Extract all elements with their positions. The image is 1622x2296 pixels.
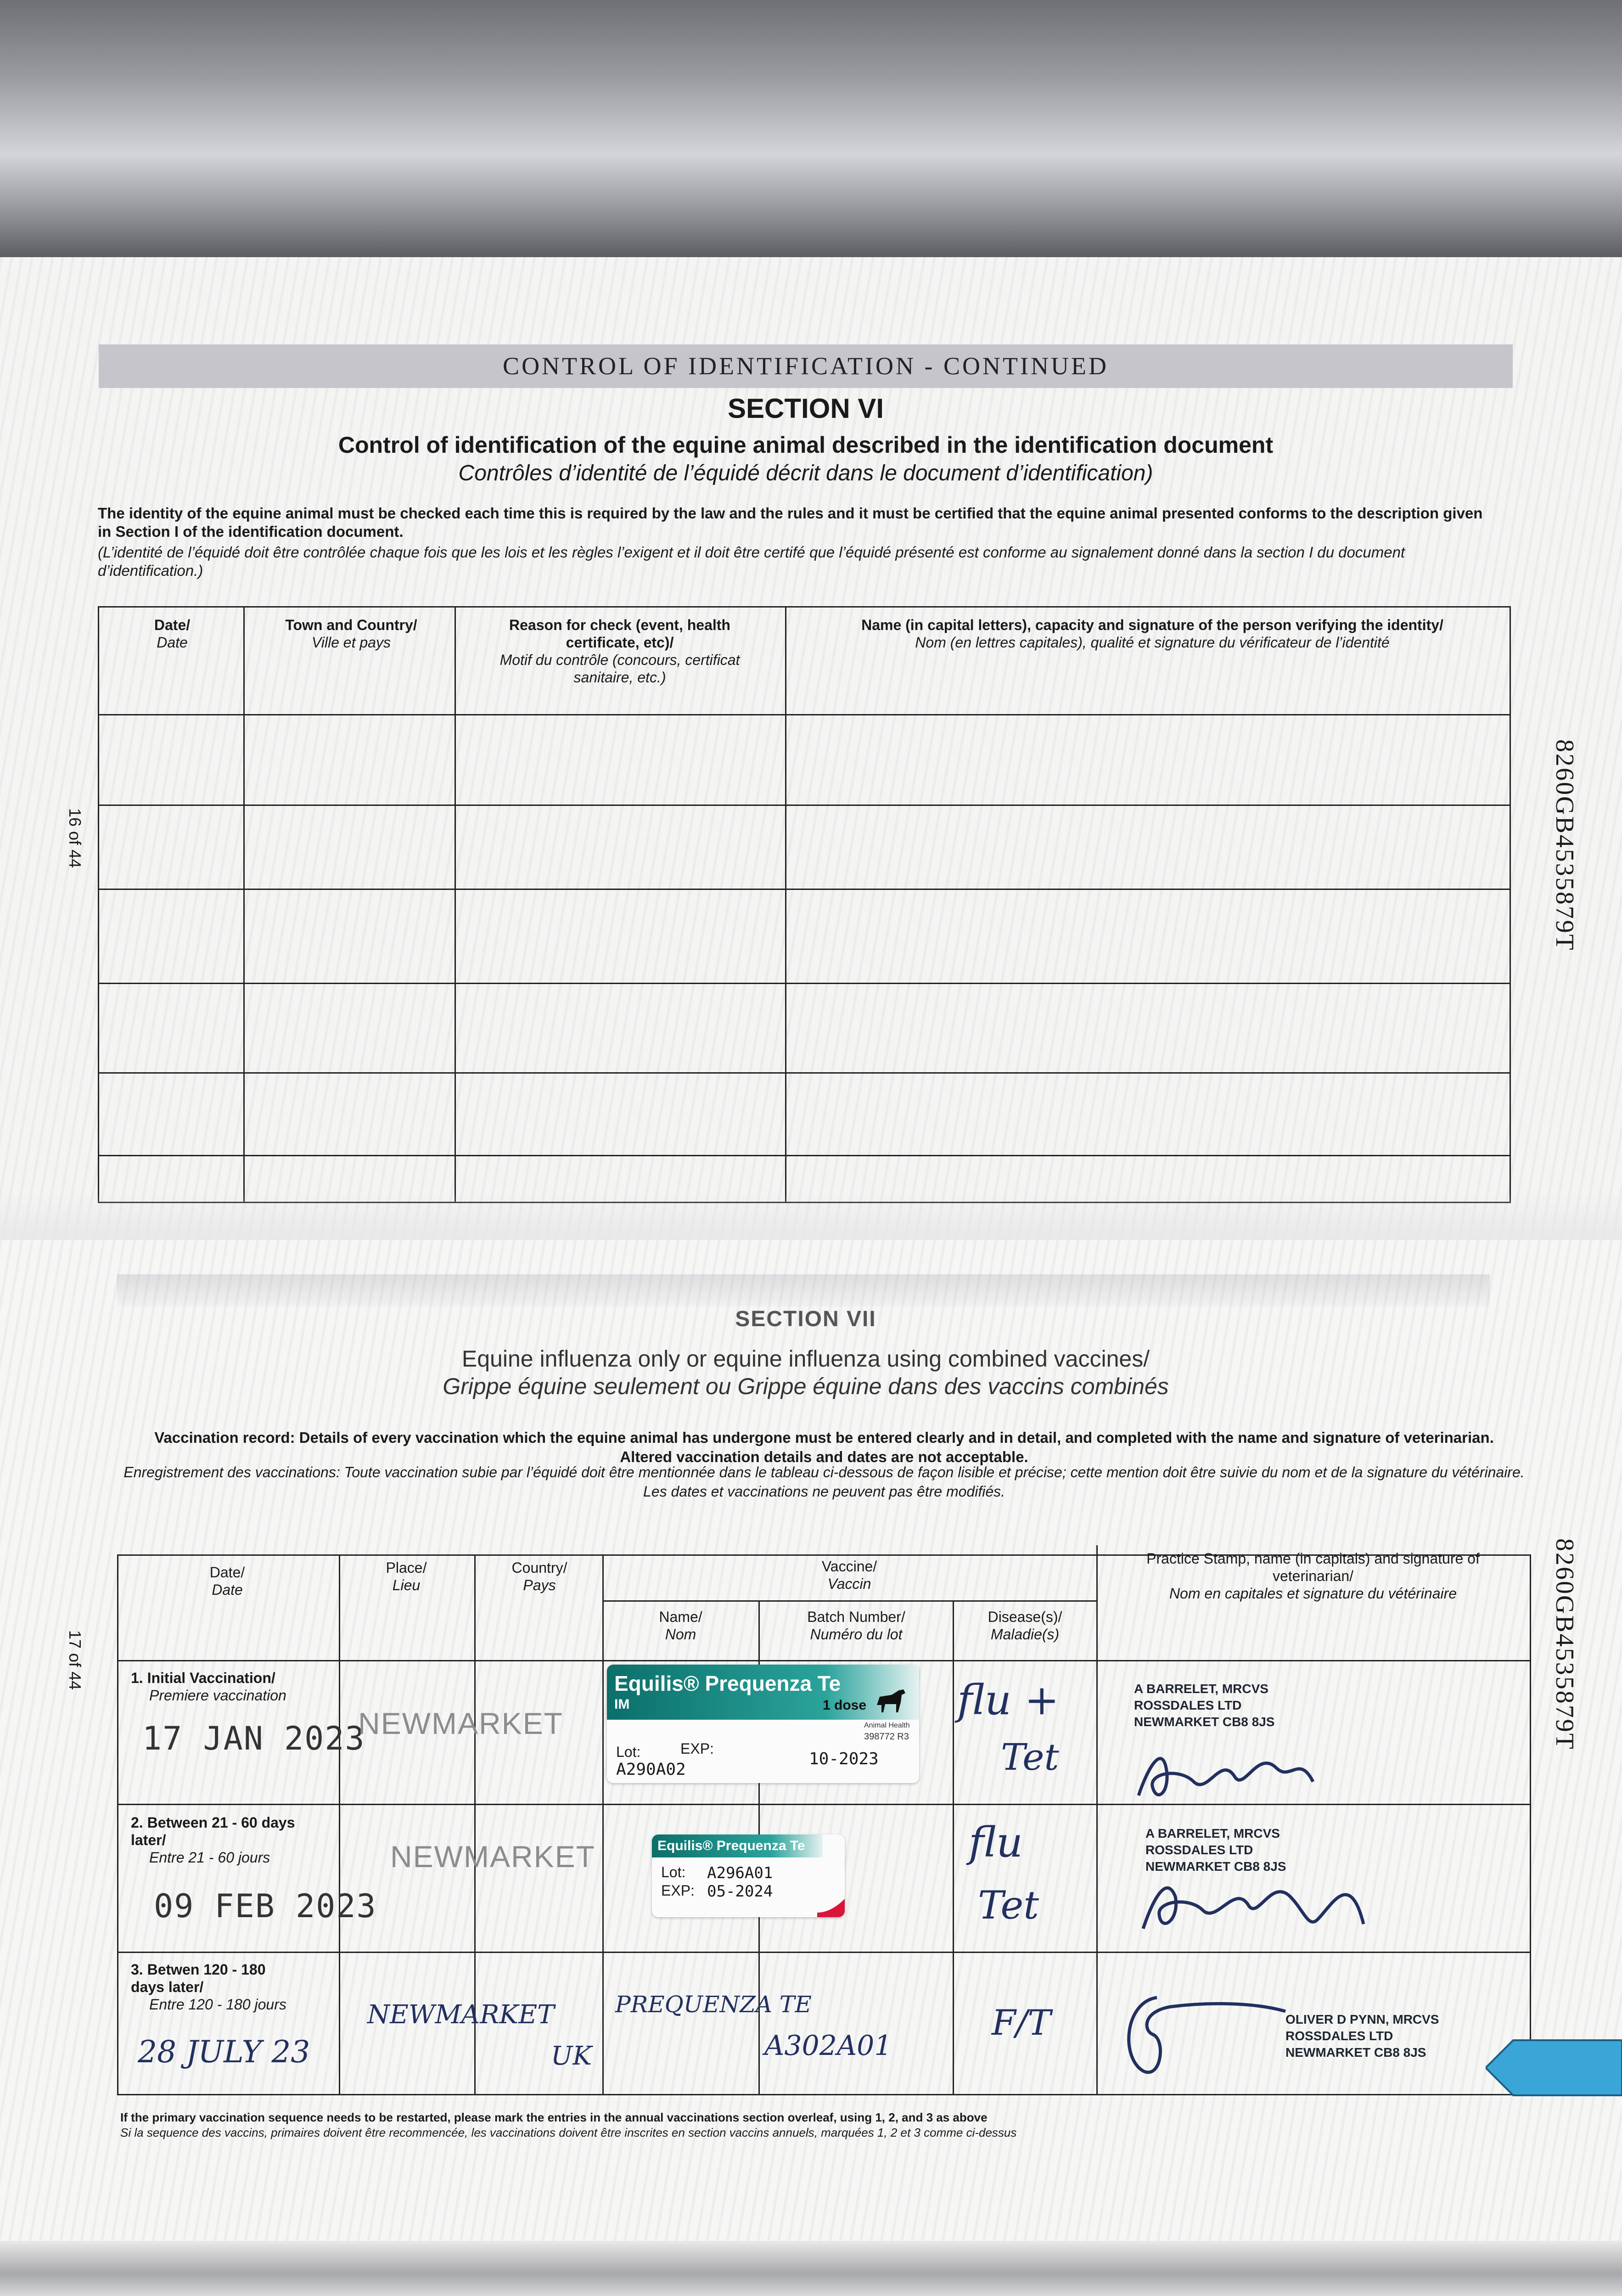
row-divider xyxy=(98,1072,1511,1074)
row3-vaccine-name: PREQUENZA TE xyxy=(615,1991,812,2018)
col-batch-number: Batch Number/ Numéro du lot xyxy=(807,1609,905,1643)
col-place: Place/ Lieu xyxy=(386,1559,427,1593)
vaccination-record-en: Vaccination record: Details of every vaccination which the equine animal has undergone must be entered clearly and in detail, and completed with the name and signature of veterinarian. Altered vaccination details and dates are not acceptable. xyxy=(154,1429,1494,1465)
row1-vet-stamp: A BARRELET, MRCVS ROSSDALES LTD NEWMARKET CB8 8JS xyxy=(1134,1682,1275,1729)
row-divider xyxy=(98,714,1511,715)
row-divider xyxy=(98,805,1511,806)
row3-vet-stamp: OLIVER D PYNN, MRCVS ROSSDALES LTD NEWMARKET CB8 8JS xyxy=(1285,2012,1439,2060)
section-vi-heading-fr: Contrôles d’identité de l’équidé décrit dans le document d’identification) xyxy=(458,461,1153,485)
section-band xyxy=(99,344,1513,388)
row1-label: 1. Initial Vaccination/ Premiere vaccination xyxy=(131,1670,286,1704)
row2-disease-flu: flu xyxy=(969,1818,1023,1867)
band-title: CONTROL OF IDENTIFICATION - CONTINUED xyxy=(503,352,1109,380)
col-divider xyxy=(953,1600,954,2095)
blue-tab-marker xyxy=(1486,2036,1622,2100)
row-divider xyxy=(602,1600,1096,1602)
row1-place-stamp: NEWMARKET xyxy=(358,1706,563,1740)
col-town-country: Town and Country/ Ville et pays xyxy=(285,617,417,651)
section-vii-heading-fr: Grippe équine seulement ou Grippe équine dans des vaccins combinés xyxy=(443,1373,1169,1399)
scan-top-shadow xyxy=(0,0,1622,257)
row3-batch-number: A302A01 xyxy=(764,2030,892,2062)
page-number-16: 16 of 44 xyxy=(66,808,84,868)
row2-vaccine-label: Equilis® Prequenza Te Lot: EXP: A296A01 05-2024 xyxy=(652,1835,845,1917)
col-vaccine-name: Name/ Nom xyxy=(659,1609,702,1643)
row-divider xyxy=(98,1155,1511,1156)
row-divider xyxy=(98,983,1511,984)
identity-check-table xyxy=(98,606,1511,1203)
row1-vaccine-label: Equilis® Prequenza Te IM 1 dose Animal Health 398772 R3 Lot: EXP: A290A02 10-2023 xyxy=(607,1665,919,1783)
document-id-lower: 8260GB4535879T xyxy=(1550,1538,1579,1750)
intro-fr: (L’identité de l’équidé doit être contrôlée chaque fois que les lois et les règles l’exigent et il doit être certifé que l’équidé présenté est conforme au signalement donné dans la section I du document d’identification.) xyxy=(98,544,1405,579)
row3-date: 28 JULY 23 xyxy=(138,2034,310,2070)
row1-date-stamp: 17 JAN 2023 xyxy=(142,1720,365,1757)
col-date: Date/ Date xyxy=(209,1564,245,1598)
row1-disease-tet: Tet xyxy=(1001,1736,1059,1778)
row3-disease: F/T xyxy=(992,2002,1051,2043)
red-corner-mark xyxy=(817,1899,845,1917)
section-vii-title: SECTION VII xyxy=(735,1307,876,1331)
row2-label: 2. Between 21 - 60 days later/ Entre 21 - 60 jours xyxy=(131,1814,295,1866)
row3-signature xyxy=(1116,1984,1290,2085)
row-divider xyxy=(117,1660,1531,1661)
document-id-upper: 8260GB4535879T xyxy=(1550,739,1579,951)
intro-en: The identity of the equine animal must be checked each time this is required by the law and the rules and it must be certified that the equine animal presented conforms to the description given in Section I of the identification document. xyxy=(98,505,1483,540)
col-divider xyxy=(1096,1545,1098,2095)
vaccination-record-fr: Enregistrement des vaccinations: Toute vaccination subie par l’équidé doit être mentionnée dans le tableau ci-dessous de façon lisible et précise; cette mention doit être suivie du nom et de la signature du vétérinaire. Les dates et vaccinations ne peuvent pas être modifiés. xyxy=(123,1464,1525,1500)
row3-country: UK xyxy=(551,2041,592,2071)
col-divider xyxy=(243,606,245,1203)
page-number-17: 17 of 44 xyxy=(66,1630,84,1690)
col-verifier: Name (in capital letters), capacity and signature of the person verifying the identity/ Nom (en lettres capitales), qualité et signature du vérificateur de l’identité xyxy=(861,617,1443,651)
footnote-en: If the primary vaccination sequence needs to be restarted, please mark the entries in the annual vaccinations section overleaf, using 1, 2, and 3 as above xyxy=(120,2110,988,2124)
scan-bottom-edge xyxy=(0,2241,1622,2296)
section-vii-heading-en: Equine influenza only or equine influenza using combined vaccines/ xyxy=(461,1346,1150,1372)
row2-date-stamp: 09 FEB 2023 xyxy=(154,1887,377,1925)
row1-signature xyxy=(1129,1727,1322,1805)
footnote-fr: Si la sequence des vaccins, primaires doivent être recommencée, les vaccinations doivent être inscrites en section vaccins annuels, marquées 1, 2 et 3 comme ci-dessus xyxy=(120,2126,1017,2139)
row2-place-stamp: NEWMARKET xyxy=(390,1840,595,1874)
row-divider xyxy=(117,1952,1531,1953)
col-disease: Disease(s)/ Maladie(s) xyxy=(988,1609,1062,1643)
col-vaccine: Vaccine/ Vaccin xyxy=(821,1558,877,1592)
col-divider xyxy=(602,1554,604,2095)
col-divider xyxy=(339,1554,340,2095)
row3-label: 3. Betwen 120 - 180 days later/ Entre 120 - 180 jours xyxy=(131,1961,286,2013)
col-practice-stamp: Practice Stamp, name (in capitals) and signature of veterinarian/ Nom en capitales et signature du vétérinaire xyxy=(1146,1550,1480,1602)
col-divider xyxy=(785,606,786,1203)
row2-disease-tet: Tet xyxy=(978,1883,1039,1928)
col-reason: Reason for check (event, health certificate, etc)/ Motif du contrôle (concours, certificat sanitaire, etc.) xyxy=(500,617,740,686)
row-divider xyxy=(98,889,1511,890)
ghost-band xyxy=(117,1274,1490,1306)
col-date: Date/ Date xyxy=(154,617,191,651)
section-vi-heading-en: Control of identification of the equine animal described in the identification document xyxy=(338,432,1274,458)
col-divider xyxy=(455,606,456,1203)
horse-logo-icon xyxy=(873,1687,910,1714)
row2-signature xyxy=(1134,1851,1373,1938)
col-country: Country/ Pays xyxy=(511,1559,567,1593)
row2-vet-stamp: A BARRELET, MRCVS ROSSDALES LTD NEWMARKET CB8 8JS xyxy=(1145,1826,1286,1874)
row3-place: NEWMARKET xyxy=(367,2000,555,2030)
section-vi-title: SECTION VI xyxy=(727,393,884,424)
row1-disease-flu: flu + xyxy=(957,1676,1060,1724)
